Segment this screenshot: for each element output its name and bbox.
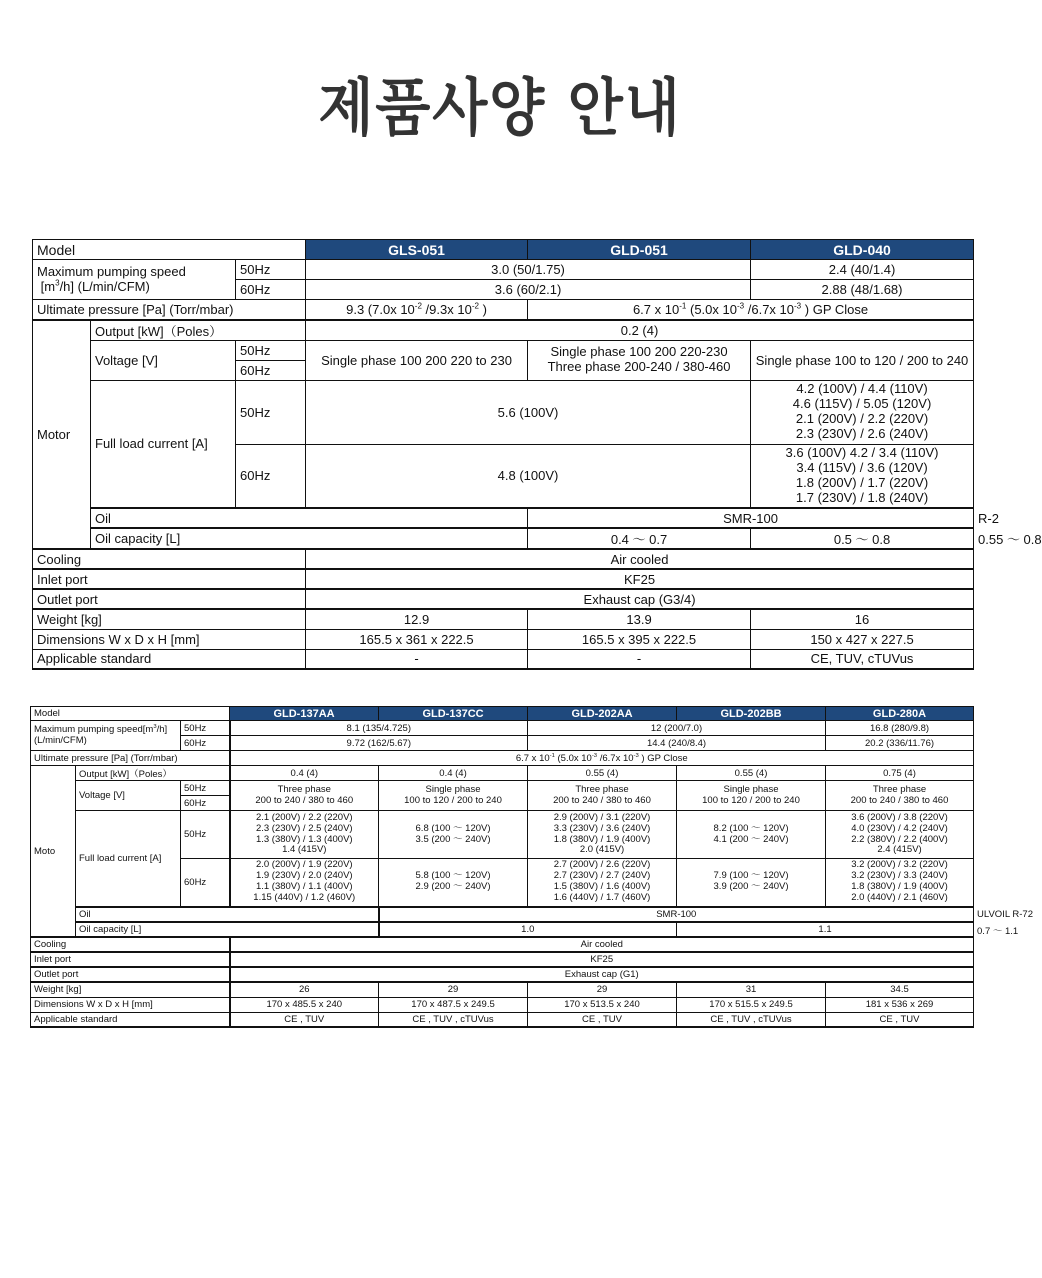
dimensions-value: 170 x 515.5 x 249.5 [677, 997, 826, 1012]
pumping-speed-label [33, 260, 236, 300]
weight-value: 26 [230, 982, 379, 997]
dimensions-value: 165.5 x 361 x 222.5 [306, 629, 528, 649]
current-50-value: 8.2 (100 ～ 120V) 4.1 (200 ～ 240V) [677, 811, 826, 859]
standard-label: Applicable standard [31, 1012, 230, 1027]
weight-value: 13.9 [528, 609, 751, 629]
hz50-label: 50Hz [236, 340, 306, 360]
hz60-label: 60Hz [181, 859, 230, 907]
page-title: 제품사양 안내 [318, 71, 682, 144]
oil-capacity-value: 1.0 [379, 922, 677, 938]
voltage-value: Single phase 100 200 220-230 Three phase 200-240 / 380-460 [528, 340, 751, 380]
dimensions-label: Dimensions W x D x H [mm] [31, 997, 230, 1012]
current-60-value: 2.7 (200V) / 2.6 (220V) 2.7 (230V) / 2.7 (240V) 1.5 (380V) / 1.6 (400V) 1.6 (440V) / 1.7 (460V) [528, 859, 677, 907]
motor-label: Motor [33, 320, 91, 550]
outlet-port-label: Outlet port [33, 589, 306, 609]
voltage-value: Three phase 200 to 240 / 380 to 460 [230, 781, 379, 811]
dimensions-value: 170 x 513.5 x 240 [528, 997, 677, 1012]
model-header: GLD-202BB [677, 707, 826, 721]
output-label: Output [kW]（Poles） [76, 766, 230, 781]
voltage-value: Three phase 200 to 240 / 380 to 460 [528, 781, 677, 811]
hz60-label: 60Hz [236, 280, 306, 300]
standard-value: CE , TUV [826, 1012, 974, 1027]
hz60-label: 60Hz [236, 444, 306, 508]
pumping-speed-label-line1: Maximum pumping speed [37, 263, 186, 279]
oil-value: SMR-100 [379, 907, 974, 922]
output-value: 0.4 (4) [230, 766, 379, 781]
cooling-value: Air cooled [230, 937, 974, 952]
current-50-value: 2.1 (200V) / 2.2 (220V) 2.3 (230V) / 2.5 (240V) 1.3 (380V) / 1.3 (400V) 1.4 (415V) [230, 811, 379, 859]
model-header: GLD-040 [751, 240, 974, 260]
dimensions-value: 170 x 487.5 x 249.5 [379, 997, 528, 1012]
pumping-speed-60-value: 9.72 (162/5.67) [230, 736, 528, 751]
dimensions-label: Dimensions W x D x H [mm] [33, 629, 306, 649]
hz50-label: 50Hz [236, 260, 306, 280]
ultimate-pressure-value: 6.7 x $10^{-1}$ (5.0x $10^{-3}$ /6.7x $10^{-3}$ ) GP Close [230, 751, 974, 766]
oil-capacity-value: 0.5 ～ 0.8 [751, 528, 974, 549]
voltage-label: Voltage [V] [91, 340, 236, 380]
weight-value: 29 [528, 982, 677, 997]
dimensions-value: 170 x 485.5 x 240 [230, 997, 379, 1012]
outlet-port-label: Outlet port [31, 967, 230, 982]
hz60-label: 60Hz [236, 360, 306, 380]
pumping-speed-50-value: 16.8 (280/9.8) [826, 721, 974, 736]
ultimate-pressure-label: Ultimate pressure [Pa] (Torr/mbar) [31, 751, 230, 766]
voltage-value: Single phase 100 to 120 / 200 to 240 [379, 781, 528, 811]
model-label: Model [33, 240, 306, 260]
voltage-label: Voltage [V] [76, 781, 181, 811]
pumping-speed-label-line2: $[m^3/h]$ (L/min/CFM) [40, 278, 150, 294]
pumping-speed-60-value: 20.2 (336/11.76) [826, 736, 974, 751]
current-60-value: 7.9 (100 ～ 120V) 3.9 (200 ～ 240V) [677, 859, 826, 907]
weight-value: 16 [751, 609, 974, 629]
oil-label: Oil [91, 508, 528, 528]
model-header: GLD-137AA [230, 707, 379, 721]
motor-label: Moto [31, 766, 76, 938]
voltage-value: Single phase 100 to 120 / 200 to 240 [751, 340, 974, 380]
cooling-label: Cooling [31, 937, 230, 952]
standard-value: CE , TUV , cTUVus [677, 1012, 826, 1027]
current-50-value: 6.8 (100 ～ 120V) 3.5 (200 ～ 240V) [379, 811, 528, 859]
pumping-speed-50-value: 2.4 (40/1.4) [751, 260, 974, 280]
hz60-label: 60Hz [181, 736, 230, 751]
model-header: GLD-051 [528, 240, 751, 260]
model-header: GLD-202AA [528, 707, 677, 721]
hz50-label: 50Hz [181, 811, 230, 859]
weight-value: 31 [677, 982, 826, 997]
inlet-port-value: KF25 [230, 952, 974, 967]
standard-label: Applicable standard [33, 649, 306, 669]
standard-value: - [528, 649, 751, 669]
ultimate-pressure-label: Ultimate pressure [Pa] (Torr/mbar) [33, 300, 306, 320]
dimensions-value: 165.5 x 395 x 222.5 [528, 629, 751, 649]
weight-value: 34.5 [826, 982, 974, 997]
model-header: GLS-051 [306, 240, 528, 260]
oil-capacity-value: 1.1 [677, 922, 974, 938]
hz50-label: 50Hz [181, 781, 230, 796]
weight-value: 29 [379, 982, 528, 997]
output-value: 0.55 (4) [528, 766, 677, 781]
output-label: Output [kW]（Poles） [91, 320, 306, 341]
standard-value: CE, TUV, cTUVus [751, 649, 974, 669]
pumping-speed-50-value: 8.1 (135/4.725) [230, 721, 528, 736]
current-50-value: 5.6 (100V) [306, 380, 751, 444]
weight-value: 12.9 [306, 609, 528, 629]
standard-value: CE , TUV [528, 1012, 677, 1027]
output-value: 0.55 (4) [677, 766, 826, 781]
current-60-value: 5.8 (100 ～ 120V) 2.9 (200 ～ 240V) [379, 859, 528, 907]
oil-capacity-label: Oil capacity [L] [91, 528, 528, 549]
pumping-speed-60-value: 2.88 (48/1.68) [751, 280, 974, 300]
oil-capacity-label: Oil capacity [L] [76, 922, 379, 938]
current-60-value: 4.8 (100V) [306, 444, 751, 508]
pumping-speed-60-value: 3.6 (60/2.1) [306, 280, 751, 300]
model-header: GLD-137CC [379, 707, 528, 721]
oil-label: Oil [76, 907, 379, 922]
pumping-speed-50-value: 3.0 (50/1.75) [306, 260, 751, 280]
current-60-value: 3.6 (100V) 4.2 / 3.4 (110V) 3.4 (115V) / 3.6 (120V) 1.8 (200V) / 1.7 (220V) 1.7 (230V) / 1.8 (240V) [751, 444, 974, 508]
model-label: Model [31, 707, 230, 721]
hz60-label: 60Hz [181, 796, 230, 811]
oil-value: SMR-100 [528, 508, 974, 528]
full-load-current-label: Full load current [A] [76, 811, 181, 907]
outlet-port-value: Exhaust cap (G3/4) [306, 589, 974, 609]
model-header: GLD-280A [826, 707, 974, 721]
inlet-port-label: Inlet port [33, 569, 306, 589]
pumping-speed-label-line2: (L/min/CFM) [34, 734, 87, 746]
dimensions-value: 150 x 427 x 227.5 [751, 629, 974, 649]
spec-table-gls-gld: Model GLS-051 GLD-051 GLD-040 Maximum pumping speed $[m^3/h]$ (L/min/CFM) 50Hz 3.0 (50/1.75) 2.4 (40/1.4) 60Hz 3.6 (60/2.1) 2.88 (48/1.68) Ultimate pressure [Pa] (Torr/mbar) 9.3 (7.0x $10^{-2}$ /9.3x $10^{-2}$ ) 6.7 x $10^{-1}$ (5.0x $10^{-3}$ /6.7x $10^{-3}$ ) GP Close Motor Output [kW]（Poles） 0.2 (4) Voltage [V] 50Hz Single phase 100 200 220 to 230 Single phase 100 200 220-230 Three phase 200-240 / 380-460 Single phase 100 to 120 / 200 to 240 60Hz Full load current [A] 50Hz 5.6 (100V) 4.2 (100V) / 4.4 (110V) 4.6 (115V) / 5.05 (120V) 2.1 (200V) / 2.2 (220V) 2.3 (230V) / 2.6 (240V) 60Hz 4.8 (100V) 3.6 (100V) 4.2 / 3.4 (110V) 3.4 (115V) / 3.6 (120V) 1.8 (200V) / 1.7 (220V) 1.7 (230V) / 1.8 (240V) Oil SMR-100 R-2 Oil capacity [L] 0.4 ～ 0.7 0.5 ～ 0.8 0.55 ～ 0.8 Cooling Air cooled Inlet port KF25 Outlet port Exhaust cap (G3/4) Weight [kg] 12.9 13.9 16 Dimensions W x D x H [mm] 165.5 x 361 x 222.5 165.5 x 395 x 222.5 150 x 427 x 227.5 Applicable standard - - CE, TUV, cTUVus [32, 239, 974, 670]
output-value: 0.2 (4) [306, 320, 974, 341]
weight-label: Weight [kg] [31, 982, 230, 997]
weight-label: Weight [kg] [33, 609, 306, 629]
spec-table-gld-large: Model GLD-137AA GLD-137CC GLD-202AA GLD-202BB GLD-280A Maximum pumping $speed[m^3/h]$ (L/min/CFM) 50Hz 8.1 (135/4.725) 12 (200/7.0) 16.8 (280/9.8) 60Hz 9.72 (162/5.67) 14.4 (240/8.4) 20.2 (336/11.76) Ultimate pressure [Pa] (Torr/mbar) 6.7 x $10^{-1}$ (5.0x $10^{-3}$ /6.7x $10^{-3}$ ) GP Close Moto Output [kW]（Poles） 0.4 (4) 0.4 (4) 0.55 (4) 0.55 (4) 0.75 (4) Voltage [V] 50Hz Three phase 200 to 240 / 380 to 460 Single phase 100 to 120 / 200 to 240 Three phase 200 to 240 / 380 to 460 Single phase 100 to 120 / 200 to 240 Three phase 200 to 240 / 380 to 460 60Hz Full load current [A] 50Hz 2.1 (200V) / 2.2 (220V) 2.3 (230V) / 2.5 (240V) 1.3 (380V) / 1.3 (400V) 1.4 (415V) 6.8 (100 ～ 120V) 3.5 (200 ～ 240V) 2.9 (200V) / 3.1 (220V) 3.3 (230V) / 3.6 (240V) 1.8 (380V) / 1.9 (400V) 2.0 (415V) 8.2 (100 ～ 120V) 4.1 (200 ～ 240V) 3.6 (200V) / 3.8 (220V) 4.0 (230V) / 4.2 (240V) 2.2 (380V) / 2.2 (400V) 2.4 (415V) 60Hz 2.0 (200V) / 1.9 (220V) 1.9 (230V) / 2.0 (240V) 1.1 (380V) / 1.1 (400V) 1.15 (440V) / 1.2 (460V) 5.8 (100 ～ 120V) 2.9 (200 ～ 240V) 2.7 (200V) / 2.6 (220V) 2.7 (230V) / 2.7 (240V) 1.5 (380V) / 1.6 (400V) 1.6 (440V) / 1.7 (460V) 7.9 (100 ～ 120V) 3.9 (200 ～ 240V) 3.2 (200V) / 3.2 (220V) 3.2 (230V) / 3.3 (240V) 1.8 (380V) / 1.9 (400V) 2.0 (440V) / 2.1 (460V) Oil SMR-100 ULVOIL R-72 Oil capacity [L] 1.0 1.1 0.7 ～ 1.1 Cooling Air cooled Inlet port KF25 Outlet port Exhaust cap (G1) Weight [kg] 26 29 29 31 34.5 Dimensions W x D x H [mm] 170 x 485.5 x 240 170 x 487.5 x 249.5 170 x 513.5 x 240 170 x 515.5 x 249.5 181 x 536 x 269 Applicable standard CE , TUV CE , TUV , cTUVus CE , TUV CE , TUV , cTUVus CE , TUV [30, 706, 974, 1028]
ultimate-pressure-value: 9.3 (7.0x $10^{-2}$ /9.3x $10^{-2}$ ) [306, 300, 528, 320]
voltage-value: Three phase 200 to 240 / 380 to 460 [826, 781, 974, 811]
cooling-value: Air cooled [306, 549, 974, 569]
dimensions-value: 181 x 536 x 269 [826, 997, 974, 1012]
full-load-current-label: Full load current [A] [91, 380, 236, 508]
ultimate-pressure-value: 6.7 x $10^{-1}$ (5.0x $10^{-3}$ /6.7x $10^{-3}$ ) GP Close [528, 300, 974, 320]
inlet-port-value: KF25 [306, 569, 974, 589]
outlet-port-value: Exhaust cap (G1) [230, 967, 974, 982]
current-50-value: 4.2 (100V) / 4.4 (110V) 4.6 (115V) / 5.05 (120V) 2.1 (200V) / 2.2 (220V) 2.3 (230V) / 2.6 (240V) [751, 380, 974, 444]
standard-value: CE , TUV [230, 1012, 379, 1027]
current-50-value: 3.6 (200V) / 3.8 (220V) 4.0 (230V) / 4.2 (240V) 2.2 (380V) / 2.2 (400V) 2.4 (415V) [826, 811, 974, 859]
standard-value: CE , TUV , cTUVus [379, 1012, 528, 1027]
hz50-label: 50Hz [181, 721, 230, 736]
output-value: 0.75 (4) [826, 766, 974, 781]
current-50-value: 2.9 (200V) / 3.1 (220V) 3.3 (230V) / 3.6 (240V) 1.8 (380V) / 1.9 (400V) 2.0 (415V) [528, 811, 677, 859]
pumping-speed-60-value: 14.4 (240/8.4) [528, 736, 826, 751]
voltage-value: Single phase 100 to 120 / 200 to 240 [677, 781, 826, 811]
current-60-value: 2.0 (200V) / 1.9 (220V) 1.9 (230V) / 2.0 (240V) 1.1 (380V) / 1.1 (400V) 1.15 (440V) / 1.2 (460V) [230, 859, 379, 907]
standard-value: - [306, 649, 528, 669]
hz50-label: 50Hz [236, 380, 306, 444]
oil-capacity-value: 0.4 ～ 0.7 [528, 528, 751, 549]
pumping-speed-50-value: 12 (200/7.0) [528, 721, 826, 736]
pumping-speed-label-line1: Maximum pumping $speed[m^3/h]$ [34, 723, 168, 735]
pumping-speed-label [31, 721, 181, 751]
current-60-value: 3.2 (200V) / 3.2 (220V) 3.2 (230V) / 3.3 (240V) 1.8 (380V) / 1.9 (400V) 2.0 (440V) / 2.1 (460V) [826, 859, 974, 907]
output-value: 0.4 (4) [379, 766, 528, 781]
inlet-port-label: Inlet port [31, 952, 230, 967]
voltage-value: Single phase 100 200 220 to 230 [306, 340, 528, 380]
cooling-label: Cooling [33, 549, 306, 569]
